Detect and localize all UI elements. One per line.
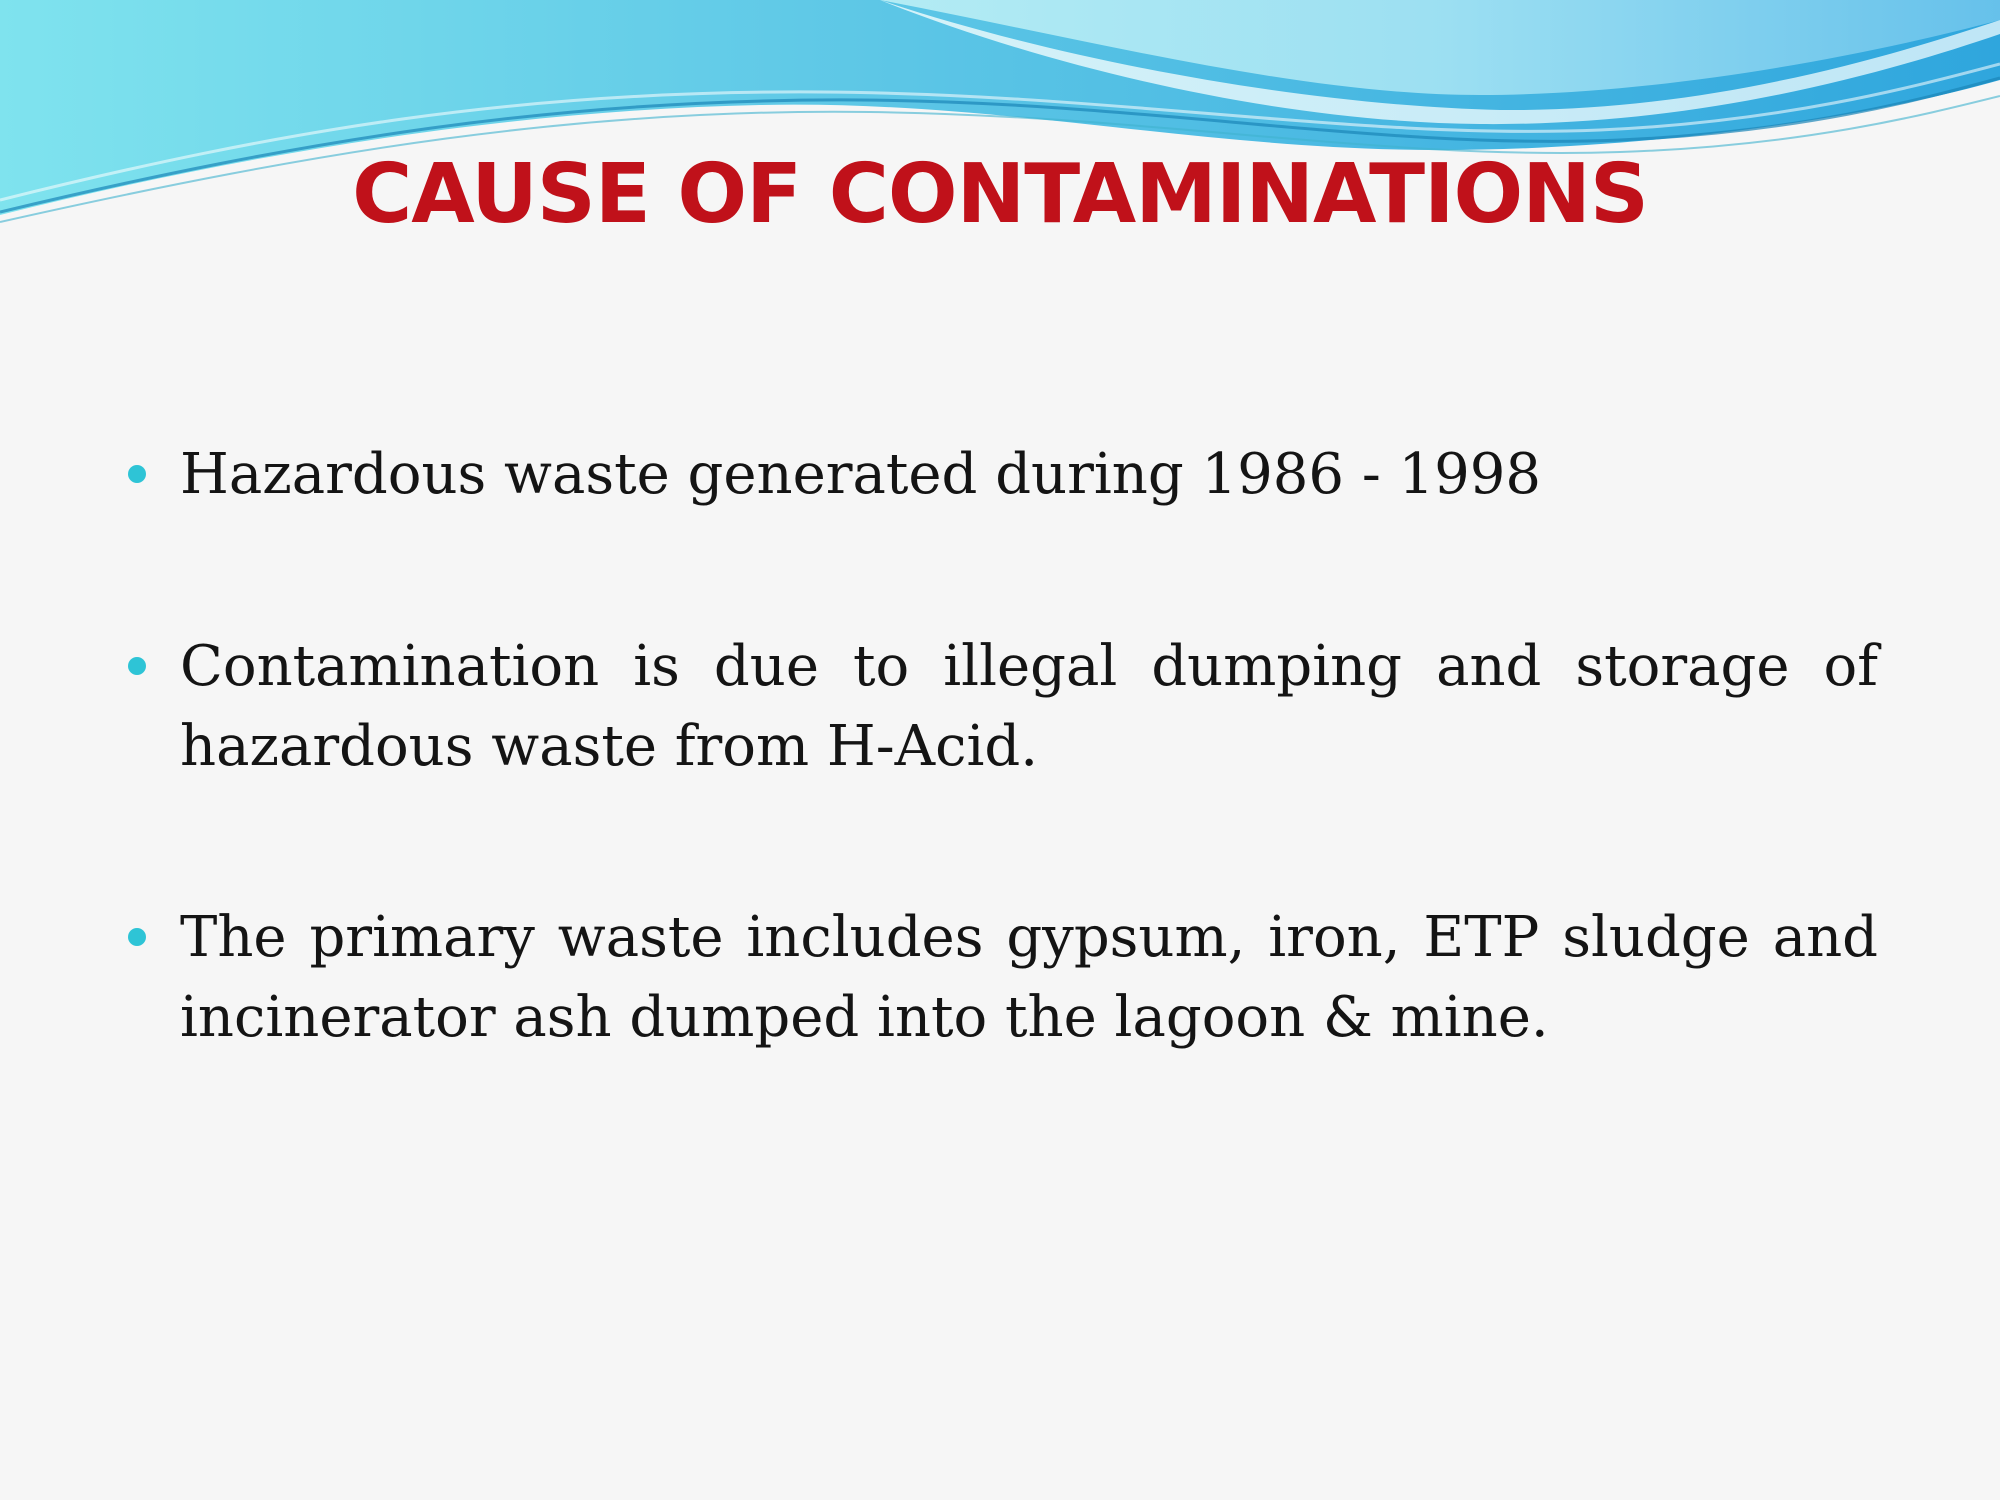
bullet-text: Contamination is due to illegal dumping and storage of hazardous waste from H-Acid. [180,634,1878,779]
slide-title: CAUSE OF CONTAMINATIONS [352,147,1648,242]
bullet-text: The primary waste includes gypsum, iron, ETP sludge and incinerator ash dumped into the lagoon & mine. [180,905,1878,1050]
bullet-text: Hazardous waste generated during 1986 - 1998 [180,442,1542,507]
bullet-dot-icon [128,657,146,675]
bullet-dot-icon [128,928,146,946]
bullet-dot-icon [128,465,146,483]
